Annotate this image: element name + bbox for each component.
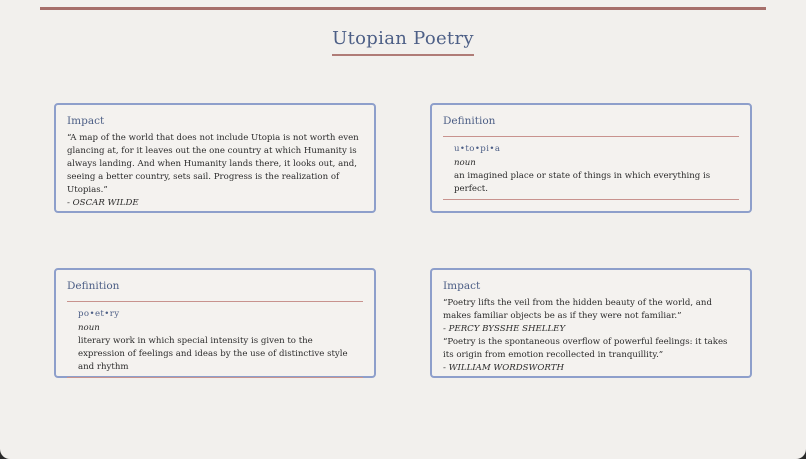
- definition-body: [443, 137, 739, 199]
- quote-author: - PERCY BYSSHE SHELLEY: [443, 324, 566, 334]
- part-of-speech: noun: [78, 323, 100, 333]
- pronunciation: u•to•pi•a: [454, 144, 501, 154]
- definition-body: [67, 302, 363, 377]
- top-divider: [40, 7, 766, 10]
- part-of-speech: noun: [454, 158, 476, 168]
- definition-divider-bottom: [67, 377, 363, 378]
- card-heading: Impact: [443, 280, 481, 292]
- quote-text: “Poetry is the spontaneous overflow of powerful feelings: it takes its origin from emotion recollected in tranquillity.”: [443, 337, 728, 360]
- definition-divider-bottom: [443, 199, 739, 200]
- definition-text: literary work in which special intensity is given to the expression of feelings and ideas by the use of distinctive style and rhythm: [78, 336, 348, 372]
- definition-card-utopia: [430, 103, 752, 213]
- title-container: [0, 28, 806, 56]
- definition-card-poetry: [54, 268, 376, 378]
- definition-text: an imagined place or state of things in which everything is perfect.: [454, 171, 711, 194]
- card-heading: Definition: [67, 280, 120, 292]
- impact-card-wilde: [54, 103, 376, 213]
- quote-author: - WILLIAM WORDSWORTH: [443, 363, 564, 373]
- pronunciation: po•et•ry: [78, 309, 120, 319]
- page-title: Utopian Poetry: [332, 28, 474, 56]
- quote-text: “A map of the world that does not include Utopia is not worth even glancing at, for it leaves out the one country at which Humanity is always landing. And when Humanity lands there, it looks out, and, seeing a better country, sets sail. Progress is the realization of Utopias.”: [67, 133, 359, 195]
- impact-card-poets: [430, 268, 752, 378]
- quote-author: - OSCAR WILDE: [67, 198, 139, 208]
- quote-text: “Poetry lifts the veil from the hidden beauty of the world, and makes familiar objects be as if they were not familiar.”: [443, 298, 712, 321]
- card-heading: Impact: [67, 115, 105, 127]
- card-heading: Definition: [443, 115, 496, 127]
